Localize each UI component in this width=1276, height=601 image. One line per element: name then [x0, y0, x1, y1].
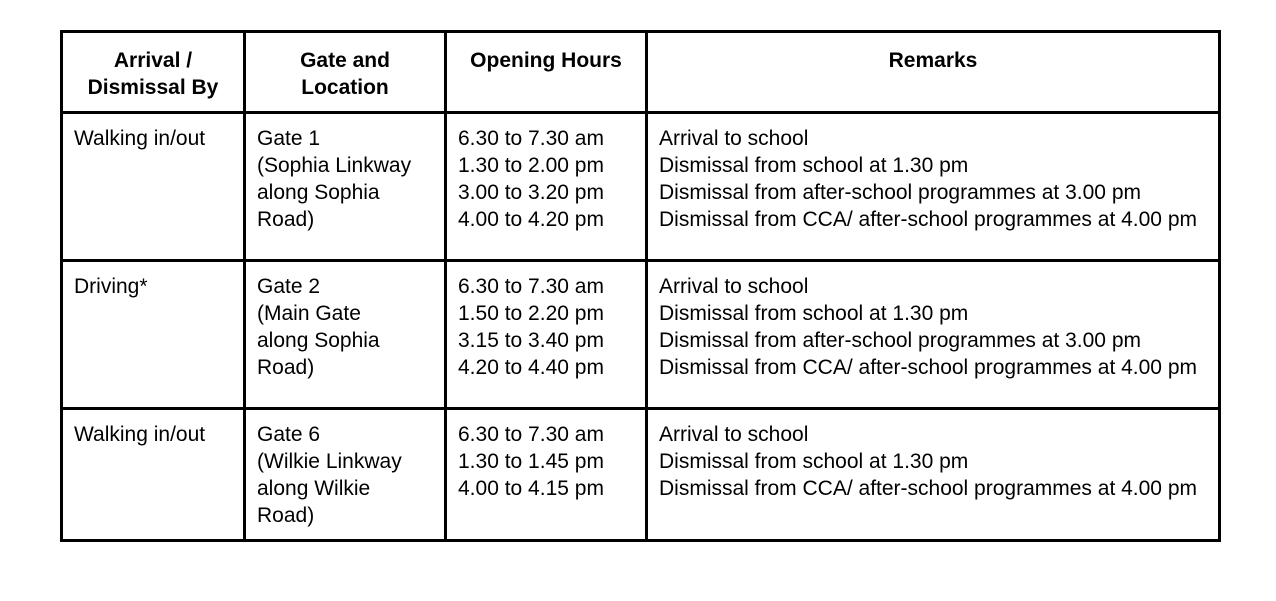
- hours-line: 6.30 to 7.30 am: [458, 422, 604, 446]
- cell-mode: Walking in/out: [62, 408, 245, 540]
- remark-line: Arrival to school: [659, 126, 809, 150]
- remark-line: Dismissal from after-school programmes at 3.00 pm: [659, 181, 1141, 205]
- gate-line: Gate 2: [257, 274, 321, 298]
- hours-line: 1.30 to 1.45 pm: [458, 449, 604, 473]
- hours-line: 4.00 to 4.15 pm: [458, 477, 604, 501]
- cell-mode: Driving*: [62, 260, 245, 408]
- gate-line: (Main Gate: [257, 301, 361, 325]
- table-row: [62, 408, 1220, 540]
- header-text: Opening Hours: [470, 49, 622, 72]
- cell-gate: [245, 260, 446, 408]
- remark-line: Dismissal from CCA/ after-school programmes at 4.00 pm: [659, 356, 1197, 380]
- cell-hours: [446, 260, 647, 408]
- gate-line: Gate 6: [257, 422, 321, 446]
- remark-line: Dismissal from school at 1.30 pm: [659, 301, 969, 325]
- gate-line: Road): [257, 504, 315, 528]
- header-text: Gate and: [300, 49, 390, 72]
- hours-line: 6.30 to 7.30 am: [458, 126, 604, 150]
- remark-line: Dismissal from school at 1.30 pm: [659, 153, 969, 177]
- remark-line: Dismissal from after-school programmes at 3.00 pm: [659, 329, 1141, 353]
- header-arrival-dismissal: [62, 32, 245, 113]
- gate-line: along Sophia: [257, 181, 380, 205]
- hours-line: 4.20 to 4.40 pm: [458, 356, 604, 380]
- hours-line: 3.15 to 3.40 pm: [458, 329, 604, 353]
- cell-remarks: [647, 408, 1220, 540]
- gate-line: along Wilkie: [257, 477, 371, 501]
- cell-hours: [446, 112, 647, 260]
- header-text: Arrival /: [113, 49, 193, 72]
- cell-gate: [245, 408, 446, 540]
- table-header-row: [62, 32, 1220, 113]
- table-row: [62, 112, 1220, 260]
- gate-line: Road): [257, 356, 315, 380]
- gate-schedule-table: [60, 30, 1221, 542]
- remark-line: Arrival to school: [659, 422, 809, 446]
- gate-line: (Sophia Linkway: [257, 153, 412, 177]
- hours-line: 3.00 to 3.20 pm: [458, 181, 604, 205]
- hours-line: 6.30 to 7.30 am: [458, 274, 604, 298]
- cell-gate: [245, 112, 446, 260]
- cell-remarks: [647, 260, 1220, 408]
- cell-hours: [446, 408, 647, 540]
- header-opening-hours: [446, 32, 647, 113]
- gate-line: (Wilkie Linkway: [257, 449, 402, 473]
- gate-line: along Sophia: [257, 329, 380, 353]
- remark-line: Dismissal from CCA/ after-school programmes at 4.00 pm: [659, 208, 1197, 232]
- gate-line: Road): [257, 208, 315, 232]
- header-gate-location: [245, 32, 446, 113]
- hours-line: 1.30 to 2.00 pm: [458, 153, 604, 177]
- hours-line: 1.50 to 2.20 pm: [458, 301, 604, 325]
- header-text: Location: [301, 76, 389, 100]
- header-text: Dismissal By: [87, 76, 219, 100]
- table-row: [62, 260, 1220, 408]
- header-remarks: [647, 32, 1220, 113]
- header-text: Remarks: [888, 49, 978, 72]
- remark-line: Dismissal from school at 1.30 pm: [659, 449, 969, 473]
- cell-mode: Walking in/out: [62, 112, 245, 260]
- gate-line: Gate 1: [257, 126, 321, 150]
- remark-line: Dismissal from CCA/ after-school programmes at 4.00 pm: [659, 477, 1197, 501]
- cell-remarks: [647, 112, 1220, 260]
- remark-line: Arrival to school: [659, 274, 809, 298]
- hours-line: 4.00 to 4.20 pm: [458, 208, 604, 232]
